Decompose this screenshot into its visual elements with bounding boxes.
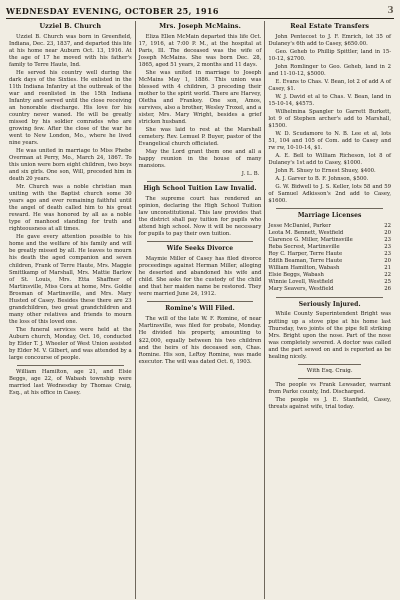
license-row [268,265,391,272]
transfer-item: G. W. Bidwell to J. S. Keller, lots 58 and 59 of Samuel Adkisson's 2nd add to Casey, $1600. [268,184,392,205]
divider [147,181,254,182]
license-row [268,230,391,237]
license-age: 26 [384,286,392,293]
divider [147,241,254,242]
transfer-item: W. J. David et al to Chas. V. Bean, land in 15-10-14, $4575. [268,93,392,107]
license-name: Reba Secrest, Martinsville [268,244,340,251]
transfer-item: John R. Shuey to Ernest Shuey, $400. [275,168,376,175]
license-age: 22 [384,223,392,230]
transfer-item: A. E. Bell to William Richeson, lot 8 of Dulaney's 1st add to Casey, $1000. [268,153,392,167]
transfer-item: Geo. Geheb to Phillip Spittler, land in 15-10-12, $2700. [268,48,392,62]
injured-heading: Seriously Injured. [298,300,361,308]
mcmains-obituary-heading: Mrs. Joseph McMains. [159,22,241,30]
tuition-heading: High School Tuition Law Invalid. [143,185,257,193]
craig-paragraph: The people vs Frank Lewsader, warrant from Parke county, Ind. Discharged. [268,382,392,396]
church-paragraph: Mr. Church was a noble christian man uniting with the Baptist church some 30 years ago and ever remaining faithful until the angel of death called him to his great reward. He was honored by all as a noble type of manhood standing for truth and righteousness at all times. [9,184,132,233]
divorce-heading: Wife Seeks Divorce [166,245,234,253]
will-paragraph: The will of the late W. F. Romine, of near Martinsville, was filed for probate, Monday. He divided his property, amounting to $22,000, equally between his two children and the heirs of his deceased son, Chas. Romine. His son, LeRoy Romine, was made executor. The will was dated Oct. 6, 1903. [138,316,262,365]
license-row [268,244,391,251]
divider [147,301,254,302]
divider [276,208,383,209]
license-age: 25 [384,279,392,286]
page-number: 3 [387,6,394,16]
church-obituary-heading: Uzziel B. Church [39,22,102,30]
transfer-item: W. D. Scudamore to N. B. Lee et al, lots 51, 104 and 105 of Com. add to Casey and rw rw, 10-10-14, $1. [268,130,392,151]
church-paragraph: Uzziel B. Church was born in Greenfield, Indiana, Dec. 23, 1837, and departed this life at his home near Auburn Oct. 13, 1916. At the age of 17 he moved with his father's family to Terre Haute, Ind. [9,33,132,68]
license-age: 22 [384,272,392,279]
license-age: 20 [384,258,392,265]
divider [298,378,361,379]
craig-paragraph: The people vs J. E. Stanfield, Casey, threats against wife, trial today. [268,397,392,411]
mcmains-paragraph: May the Lord grant them one and all a happy reunion in the house of many mansions. [138,149,262,170]
license-name: Winnie Lovell, Westfield [268,279,334,286]
mcmains-paragraph: She was laid to rest at the Marshall cemetery. Rev. Lemuel P. Buyer, pastor of the Evangelical church officiated. [138,126,262,147]
license-name: Leota M. Bennett, Westfield [268,230,344,237]
licenses-heading: Marriage Licenses [297,212,362,220]
column-3 [264,21,394,599]
hamilton-marriage-note: William Hamilton, age 21, and Elsie Beggs, age 22, of Wabash township were married last Wednesday by Thomas Craig, Esq., at his office in Casey. [9,368,132,397]
license-row [268,286,391,293]
will-heading: Romine's Will Filed. [165,305,235,313]
divider [298,364,361,365]
license-row [268,251,391,258]
license-name: Roy C. Harper, Terre Haute [268,251,343,258]
license-name: William Hamilton, Wabash [268,265,340,272]
church-paragraph: He served his country well during the dark days of the Sixties. He enlisted in the 11th Indiana Infantry at the outbreak of the war and reenlisted in the 15th Indiana Infantry and served until the close receiving an honorable discharge. His love for his country never waned. He will be greatly missed by his soldier comrades who are growing few. After the close of the war he went to New London, Mo., where he lived nine years. [9,69,132,146]
transfer-item: E. Evans to Chas. V. Bean, lot 2 of add A of Casey, $1. [268,78,392,92]
transfer-item: John Romlinger to Geo. Geheb, land in 2 and 11-10-12, $5000. [268,63,392,77]
transfer-item: Wilhelmina Spangler to Garrett Burkett, lot 9 of Stephen archer's add to Marshall, $1500. [268,108,392,129]
divider [276,297,383,298]
transfer-item: John Pentecost to J. F. Emrich, lot 35 of Dulaney's 6th add to Casey, $650.00. [268,33,392,47]
license-row [268,258,391,265]
license-age: 23 [384,244,392,251]
license-name: Clarence G. Miller, Martinsville [268,237,353,244]
columns [6,21,394,599]
masthead [6,4,394,19]
column-2 [135,21,265,599]
license-age: 20 [384,230,392,237]
license-name: Jesse McDaniel, Parker [268,223,331,230]
divorce-paragraph: Maymie Miller of Casey has filed divorce proceedings against Herman Miller, alleging he deserted and abandoned his wife and child. She asks for the custody of the child and that her maiden name be restored. They were married June 24, 1912. [138,256,262,298]
church-paragraph: The funeral services were held at the Auburn church, Monday, Oct. 16, conducted by Elder T. J. Wheeler of West Union assisted by Elder M. V. Gilbert, and was attended by a large concourse of people. [9,326,132,361]
license-row [268,279,391,286]
injured-paragraph: While County Superintendent Bright was putting up a stove pipe at his home last Thursday, two joints of the pipe fell striking Mrs. Bright upon the nose. Part of the nose was completely severed. A doctor was called and the part sewed on and is reported as be healing nicely. [268,311,392,360]
masthead-title: WEDNESDAY EVENING, OCTOBER 25, 1916 [6,6,219,16]
license-name: Edith Beaman, Terre Haute [268,258,343,265]
license-age: 23 [384,251,392,258]
license-age: 21 [384,265,392,272]
divider [17,365,124,366]
church-paragraph: He gave every attention possible to his home and the welfare of his family and will be greatly missed by all. He leaves to mourn his death the aged companion and seven children, Frank of Terre Haute, Mrs. Maggie Smittkamp of Marshall, Mrs. Mattie Barlow of St. Louis, Mrs. Etta Shaffner of Martinsville, Miss Cora at home, Mrs. Goldie Brosman of Martinsville, and Mrs. Mary Husted of Casey. Besides these there are 23 grandchildren, two great grandchildren and many other relatives and friends to mourn the loss of this loved one. [9,234,132,325]
license-name: Mary Seavers, Westfield [268,286,334,293]
transfer-item: A. J. Garver to B. F. Johnson, $500. [275,176,369,183]
church-paragraph: He was united in marriage to Miss Phebe Overman at Perry, Mo., March 24, 1867. To this union were born eight children, two boys and six girls. One son, Will, preceded him in death 20 years. [9,148,132,183]
license-row [268,237,391,244]
license-row [268,272,391,279]
craig-heading: With Esq. Craig. [306,367,353,374]
transfers-heading: Real Estate Transfers [290,22,370,30]
column-1 [6,21,135,599]
mcmains-paragraph: Eliza Ellen McMain departed this life Oct. 17, 1916, at 7:00 P. M., at the hospital at Paris, Ill. The deceased was the wife of Joseph McMains. She was born Dec. 28, 1865, aged 51 years, 2 months and 11 days. [138,33,262,68]
license-age: 23 [384,237,392,244]
license-name: Elsie Beggs, Wabash [268,272,324,279]
mcmains-paragraph: She was united in marriage to Joseph McMains May 1, 1886. This union was blessed with 4 children, 3 preceding their mother to the spirit world. There are Harvey, Oletha and Frankey. One son, Amos, survives, also a brother, Wesley Troxel, and a sister, Mrs. Mary Wright, besides a grief stricken husband. [138,69,262,125]
mcmains-signature: J. L. B. [241,171,260,178]
license-row [268,223,391,230]
tuition-paragraph: The supreme court has rendered an opinion, declaring the High School Tuition law unconstitutional. This law provides that the district shall pay tuition for pupils who attend high school. Now it will be necessary for pupils to pay their own tuition. [138,196,262,238]
